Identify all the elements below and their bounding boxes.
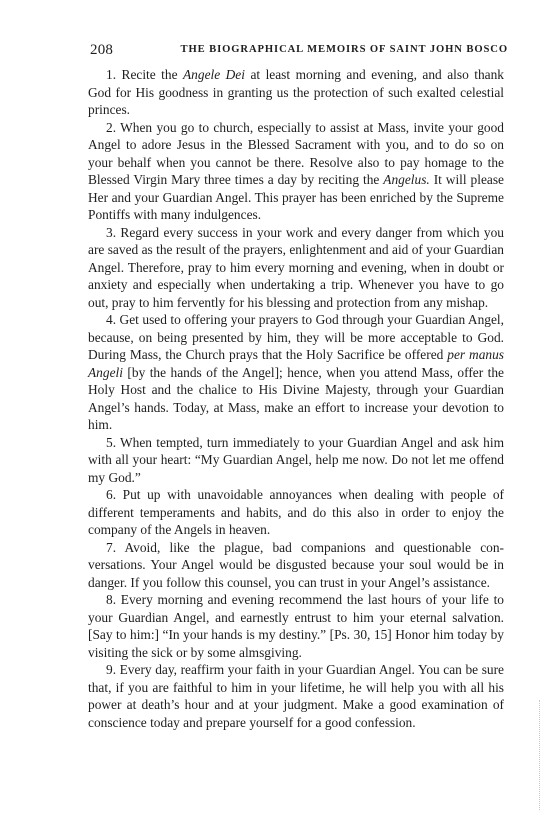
paragraph-text: Regard every success in your work and every danger from which you are saved as the result of the prayers, enlightenment and aid of your Guardian Angel. Therefore, pray to him every morning and evening, when in doubt or anxiety and especially when undertaking a trip. Whenever you have to go out, pray to him fervently for his blessing and protection from any mishap. xyxy=(88,224,504,310)
paragraph-5 xyxy=(88,434,504,487)
italic-phrase: per manus Angeli xyxy=(88,347,504,380)
paragraph-number: 5. xyxy=(106,434,117,450)
paragraph-text: Get used to offering your prayers to God through your Guardian Angel, because, on being presented by him, they will be more acceptable to God. During Mass, the Church prays that the Holy Sacrifice be offered xyxy=(88,312,504,362)
paragraph-text: Recite the xyxy=(116,67,183,82)
paragraph-1 xyxy=(88,66,504,119)
page-header xyxy=(90,42,508,60)
paragraph-text: Avoid, like the plague, bad companions and questionable conversations. Your Angel would be disgusted because your soul would be in danger. If you follow this counsel, you can trust in your Angel’s assistance. xyxy=(88,539,504,590)
scan-edge-marks xyxy=(539,700,542,810)
italic-phrase: Angelus. xyxy=(383,172,430,187)
paragraph-text: [by the hands of the Angel]; hence, when you attend Mass, offer the Holy Host and the chalice to His Divine Majesty, through your Guardian Angel’s hands. Today, at Mass, make an effort to increase your devotion to him. xyxy=(88,364,504,432)
paragraph-7 xyxy=(88,539,504,592)
page-number: 208 xyxy=(90,42,114,58)
paragraph-text: When you go to church, especially to assist at Mass, invite your good Angel to adore Jesus in the Blessed Sacrament with you, and to do so on your behalf when you cannot be there. Resolve also to pay homage to the Blessed Virgin Mary three times a day by reciting the xyxy=(88,119,504,187)
running-head: THE BIOGRAPHICAL MEMOIRS OF SAINT JOHN BOSCO xyxy=(180,44,508,55)
paragraph-text: Every morning and evening recommend the last hours of your life to your Guardian Angel, and earnestly entrust to him your eternal salvation. [Say to him:] “In your hands is my destiny.” [Ps. 30, 15] Honor him today by visiting the sick or by some almsgiving. xyxy=(88,592,504,660)
paragraph-8 xyxy=(88,591,504,661)
paragraph-number: 2. xyxy=(106,119,117,135)
paragraph-text: at least morning and evening, and also thank God for His goodness in granting us the protection of such exalted celestial princes. xyxy=(88,67,504,117)
paragraph-text: Put up with unavoidable annoyances when dealing with people of different temperaments and habits, and do this also in order to enjoy the company of the Angels in heaven. xyxy=(88,487,504,537)
paragraph-text: It will please Her and your Guardian Angel. This prayer has been enriched by the Supreme Pontiffs with many indulgences. xyxy=(88,172,505,222)
paragraph-6 xyxy=(88,486,504,539)
paragraph-text: When tempted, turn immediately to your Guardian Angel and ask him with all your heart: “My Guardian Angel, help me now. Do not let me offend my God.” xyxy=(88,434,504,485)
paragraph-9 xyxy=(88,661,504,731)
italic-phrase: Angele Dei xyxy=(183,67,245,82)
paragraph-number: 4. xyxy=(106,312,117,327)
paragraph-2 xyxy=(88,119,504,224)
paragraph-number: 1. xyxy=(106,67,117,82)
paragraph-3 xyxy=(88,224,504,312)
paragraph-number: 6. xyxy=(106,487,117,502)
paragraph-number: 7. xyxy=(106,539,117,555)
paragraph-text: Every day, reaffirm your faith in your Guardian Angel. You can be sure that, if you are faithful to him in your lifetime, he will help you with all his power at death’s hour and at your judgment. Make a good examination of conscience today and prepare yourself for a good confession. xyxy=(88,662,504,730)
paragraph-number: 9. xyxy=(106,662,117,677)
paragraph-4 xyxy=(88,311,504,434)
body-text xyxy=(88,66,504,731)
paragraph-number: 3. xyxy=(106,224,117,240)
paragraph-number: 8. xyxy=(106,592,117,607)
